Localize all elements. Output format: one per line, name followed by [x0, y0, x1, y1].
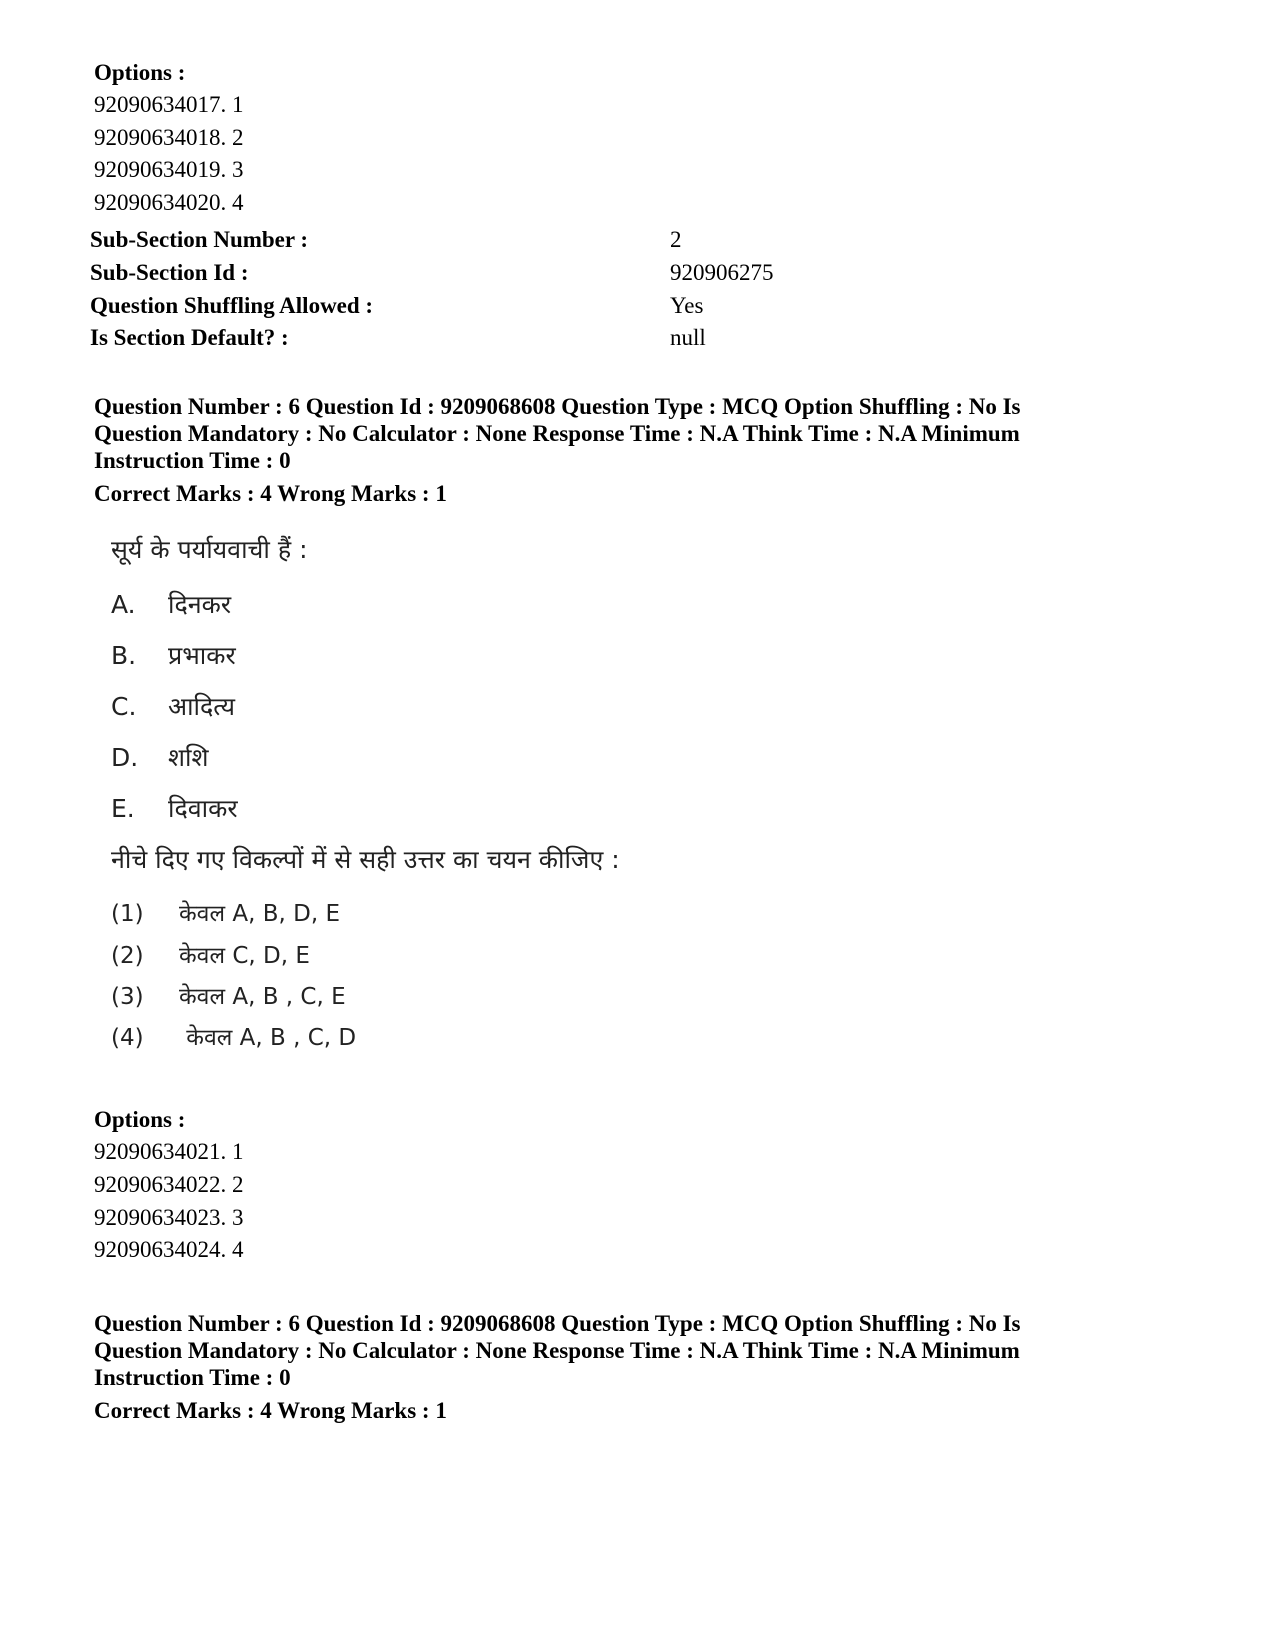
statement-text: दिवाकर	[168, 794, 238, 823]
choice-number: (2)	[111, 943, 144, 969]
sub-section-label: Is Section Default? :	[90, 325, 289, 350]
sub-section-value: 920906275	[670, 260, 774, 285]
answer-choice	[111, 1020, 356, 1052]
choice-text: केवल C, D, E	[179, 943, 310, 969]
sub-section-label: Sub-Section Number :	[90, 227, 309, 252]
sub-section-value: null	[670, 325, 706, 350]
choice-text: केवल A, B , C, D	[179, 1025, 357, 1051]
answer-choice	[111, 896, 340, 928]
statement-label: B.	[111, 641, 137, 670]
options-heading: Options :	[94, 60, 186, 85]
statement-label: E.	[111, 794, 135, 823]
statement-item	[111, 689, 235, 723]
sub-section-value: 2	[670, 227, 682, 252]
choice-text: केवल A, B, D, E	[179, 901, 340, 927]
question-header	[94, 1310, 1094, 1391]
statement-text: प्रभाकर	[168, 641, 236, 670]
sub-section-row	[90, 223, 850, 256]
sub-section-row	[90, 289, 850, 322]
option-line: 92090634019. 3	[94, 157, 244, 182]
statement-text: आदित्य	[168, 692, 236, 721]
statement-item	[111, 587, 231, 621]
statement-item	[111, 740, 208, 774]
choice-number: (4)	[111, 1025, 144, 1051]
statement-text: शशि	[168, 743, 209, 772]
answer-choice	[111, 979, 346, 1011]
sub-section-label: Sub-Section Id :	[90, 260, 249, 285]
statement-label: A.	[111, 590, 136, 619]
statement-text: दिनकर	[168, 590, 232, 619]
sub-section-row	[90, 256, 850, 289]
options-heading: Options :	[94, 1107, 186, 1132]
statement-item	[111, 638, 236, 672]
statement-label: D.	[111, 743, 139, 772]
option-line: 92090634020. 4	[94, 190, 244, 215]
option-line: 92090634022. 2	[94, 1172, 244, 1197]
question-marks: Correct Marks : 4 Wrong Marks : 1	[94, 1398, 447, 1423]
question-header-line: Question Mandatory : No Calculator : None Response Time : N.A Think Time : N.A Minimum	[94, 1338, 1020, 1363]
statement-label: C.	[111, 692, 137, 721]
option-line: 92090634018. 2	[94, 125, 244, 150]
question-header-line: Question Mandatory : No Calculator : None Response Time : N.A Think Time : N.A Minimum	[94, 421, 1020, 446]
option-line: 92090634023. 3	[94, 1205, 244, 1230]
option-line: 92090634017. 1	[94, 92, 244, 117]
choice-number: (3)	[111, 984, 144, 1010]
answer-choice	[111, 938, 310, 970]
choice-text: केवल A, B , C, E	[179, 984, 346, 1010]
statement-item	[111, 791, 238, 825]
question-header-line: Question Number : 6 Question Id : 9209068608 Question Type : MCQ Option Shuffling : No Is	[94, 394, 1021, 419]
choice-number: (1)	[111, 901, 144, 927]
question-header-line: Instruction Time : 0	[94, 448, 291, 473]
sub-section-row	[90, 321, 850, 354]
question-instruction: नीचे दिए गए विकल्पों में से सही उत्तर का चयन कीजिए :	[111, 845, 620, 874]
question-marks: Correct Marks : 4 Wrong Marks : 1	[94, 481, 447, 506]
option-line: 92090634021. 1	[94, 1139, 244, 1164]
question-header	[94, 393, 1094, 474]
question-header-line: Question Number : 6 Question Id : 9209068608 Question Type : MCQ Option Shuffling : No Is	[94, 1311, 1021, 1336]
question-header-line: Instruction Time : 0	[94, 1365, 291, 1390]
sub-section-label: Question Shuffling Allowed :	[90, 293, 374, 318]
option-line: 92090634024. 4	[94, 1237, 244, 1262]
question-prompt: सूर्य के पर्यायवाची हैं :	[111, 535, 308, 564]
sub-section-value: Yes	[670, 293, 704, 318]
